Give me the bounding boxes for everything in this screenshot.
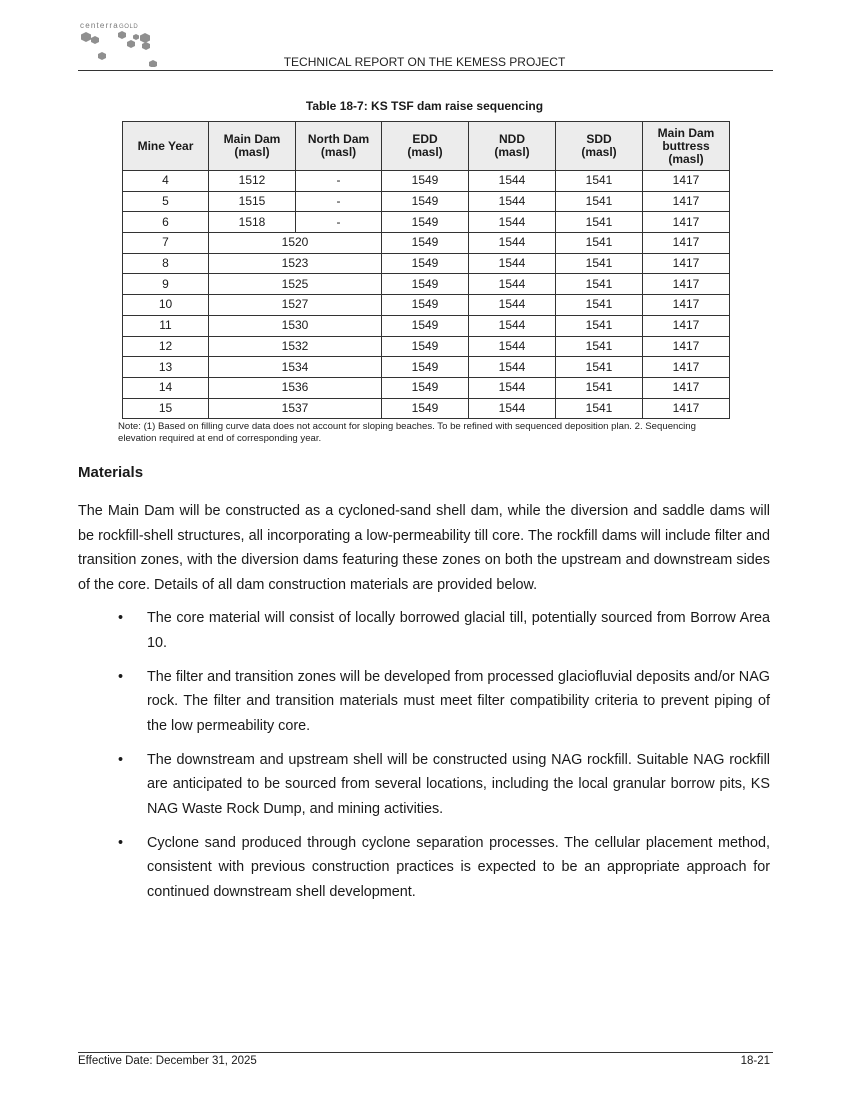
table-cell: 1417 xyxy=(643,377,730,398)
table-row xyxy=(123,295,730,316)
table-cell: 1549 xyxy=(382,398,469,419)
logo-wordmark: centerraGOLD xyxy=(80,21,139,30)
table-cell: 1544 xyxy=(469,315,556,336)
dam-raise-table xyxy=(122,121,730,419)
table-cell: 1525 xyxy=(209,274,382,295)
table-cell: 1541 xyxy=(556,233,643,254)
table-cell: - xyxy=(296,191,382,212)
column-header-line: (masl) xyxy=(494,145,530,159)
table-cell: 4 xyxy=(123,171,209,192)
section-heading-materials: Materials xyxy=(78,464,144,481)
column-header xyxy=(469,122,556,171)
table-row xyxy=(123,357,730,378)
table-cell: 1541 xyxy=(556,295,643,316)
table-cell: 1549 xyxy=(382,274,469,295)
column-header xyxy=(123,122,209,171)
table-row xyxy=(123,315,730,336)
page-number: 18-21 xyxy=(740,1055,770,1067)
table-row xyxy=(123,212,730,233)
materials-paragraph: The Main Dam will be constructed as a cycloned-sand shell dam, while the diversion and saddle dams will be rockfill-shell structures, all incorporating a low-permeability till core. The rockfill dams will include filter and transition zones, with the diversion dams featuring these zones on both the upstream and downstream sides of the core. Details of all dam construction materials are provided below. xyxy=(78,503,770,593)
table-cell: 1549 xyxy=(382,315,469,336)
header-divider xyxy=(78,70,773,71)
column-header xyxy=(643,122,730,171)
table-cell: 1417 xyxy=(643,398,730,419)
table-cell: 1541 xyxy=(556,315,643,336)
table-cell: 1541 xyxy=(556,357,643,378)
table-cell: 1417 xyxy=(643,274,730,295)
table-cell: 1549 xyxy=(382,171,469,192)
table-cell: 1549 xyxy=(382,336,469,357)
list-item xyxy=(78,665,770,739)
table-cell: 1515 xyxy=(209,191,296,212)
footer-divider xyxy=(78,1052,773,1053)
table-cell: 14 xyxy=(123,377,209,398)
table-row xyxy=(123,377,730,398)
table-cell: 7 xyxy=(123,233,209,254)
table-cell: 1530 xyxy=(209,315,382,336)
column-header-line: EDD xyxy=(412,132,438,146)
table-row xyxy=(123,171,730,192)
table-cell: 1544 xyxy=(469,171,556,192)
table-cell: 1549 xyxy=(382,295,469,316)
table-cell: 1417 xyxy=(643,315,730,336)
table-row xyxy=(123,191,730,212)
table-cell: 1520 xyxy=(209,233,382,254)
list-item xyxy=(78,748,770,822)
bullet-icon: • xyxy=(118,668,124,685)
table-cell: 1512 xyxy=(209,171,296,192)
table-cell: 1544 xyxy=(469,274,556,295)
table-cell: 1541 xyxy=(556,253,643,274)
effective-date: Effective Date: December 31, 2025 xyxy=(78,1055,257,1067)
bullet-icon: • xyxy=(118,834,124,851)
column-header-line: Main Dam xyxy=(223,132,281,146)
table-cell: 8 xyxy=(123,253,209,274)
table-caption: Table 18-7: KS TSF dam raise sequencing xyxy=(305,99,544,113)
table-cell: 1544 xyxy=(469,191,556,212)
table-cell: 1518 xyxy=(209,212,296,233)
table-cell: 1549 xyxy=(382,191,469,212)
table-cell: 1417 xyxy=(643,171,730,192)
materials-bullet-list xyxy=(78,606,770,914)
table-row xyxy=(123,233,730,254)
table-body xyxy=(123,171,730,419)
column-header-line: Main Dam xyxy=(657,125,715,140)
table-cell: 1544 xyxy=(469,398,556,419)
table-cell: 1523 xyxy=(209,253,382,274)
table-cell: 1544 xyxy=(469,295,556,316)
column-header xyxy=(382,122,469,171)
table-cell: 1527 xyxy=(209,295,382,316)
column-header-line: (masl) xyxy=(668,151,704,166)
table-cell: 11 xyxy=(123,315,209,336)
column-header-line: NDD xyxy=(499,132,525,146)
table-row xyxy=(123,253,730,274)
bullet-icon: • xyxy=(118,751,124,768)
table-cell: 1549 xyxy=(382,233,469,254)
table-cell: 1417 xyxy=(643,336,730,357)
table-cell: 1541 xyxy=(556,377,643,398)
list-item-text: Cyclone sand produced through cyclone separation processes. The cellular placement method, consistent with previous construction practices is expected to be an appropriate approach for continued downstream shell development. xyxy=(147,834,770,900)
table-cell: 9 xyxy=(123,274,209,295)
table-cell: 13 xyxy=(123,357,209,378)
table-cell: 1549 xyxy=(382,212,469,233)
table-cell: 1544 xyxy=(469,253,556,274)
table-cell: 1541 xyxy=(556,171,643,192)
table-cell: 1549 xyxy=(382,253,469,274)
table-row xyxy=(123,336,730,357)
table-cell: 10 xyxy=(123,295,209,316)
table-cell: 1549 xyxy=(382,357,469,378)
list-item-text: The downstream and upstream shell will be constructed using NAG rockfill. Suitable NAG rockfill are anticipated to be sourced from several locations, including the local granular borrow pits, KS NAG Waste Rock Dump, and mining activities. xyxy=(147,751,770,817)
column-header xyxy=(209,122,296,171)
list-item xyxy=(78,606,770,655)
list-item-text: The core material will consist of locally borrowed glacial till, potentially sourced from Borrow Area 10. xyxy=(147,610,770,651)
table-cell: 1417 xyxy=(643,191,730,212)
table-cell: 1417 xyxy=(643,253,730,274)
table-cell: 1532 xyxy=(209,336,382,357)
table-cell: 1541 xyxy=(556,191,643,212)
table-header-row xyxy=(123,122,730,171)
table-cell: 1544 xyxy=(469,357,556,378)
table-cell: 1417 xyxy=(643,233,730,254)
table-cell: 1544 xyxy=(469,233,556,254)
table-cell: 1544 xyxy=(469,377,556,398)
table-cell: 1541 xyxy=(556,398,643,419)
table-cell: 12 xyxy=(123,336,209,357)
column-header-line: North Dam xyxy=(307,132,370,146)
column-header xyxy=(556,122,643,171)
table-row xyxy=(123,398,730,419)
table-cell: 1417 xyxy=(643,212,730,233)
table-row xyxy=(123,274,730,295)
table-cell: 1541 xyxy=(556,212,643,233)
column-header-line: (masl) xyxy=(320,145,357,159)
table-cell: 1541 xyxy=(556,336,643,357)
column-header-line: (masl) xyxy=(581,145,617,159)
table-cell: 1544 xyxy=(469,336,556,357)
table-cell: 1541 xyxy=(556,274,643,295)
table-cell: 1417 xyxy=(643,295,730,316)
bullet-icon: • xyxy=(118,610,124,626)
table-cell: 5 xyxy=(123,191,209,212)
table-cell: 6 xyxy=(123,212,209,233)
column-header-line: (masl) xyxy=(234,145,270,159)
table-cell: 15 xyxy=(123,398,209,419)
list-item xyxy=(78,831,770,905)
table-cell: 1417 xyxy=(643,357,730,378)
column-header-line: buttress xyxy=(662,138,710,153)
column-header-line: Mine Year xyxy=(137,138,194,153)
table-cell: 1536 xyxy=(209,377,382,398)
table-cell: - xyxy=(296,212,382,233)
table-cell: 1549 xyxy=(382,377,469,398)
column-header xyxy=(296,122,382,171)
column-header-line: (masl) xyxy=(407,145,443,159)
column-header-line: SDD xyxy=(586,132,612,146)
table-cell: 1544 xyxy=(469,212,556,233)
report-title: TECHNICAL REPORT ON THE KEMESS PROJECT xyxy=(283,55,566,69)
table-cell: - xyxy=(296,171,382,192)
table-cell: 1534 xyxy=(209,357,382,378)
table-note: Note: (1) Based on filling curve data does not account for sloping beaches. To be refined with sequenced deposition plan. 2. Sequencing elevation required at end of corresponding year. xyxy=(118,421,696,444)
list-item-text: The filter and transition zones will be developed from processed glaciofluvial deposits and/or NAG rock. The filter and transition materials must meet filter compatibility criteria to prevent piping of the low permeability core. xyxy=(147,668,770,734)
table-cell: 1537 xyxy=(209,398,382,419)
